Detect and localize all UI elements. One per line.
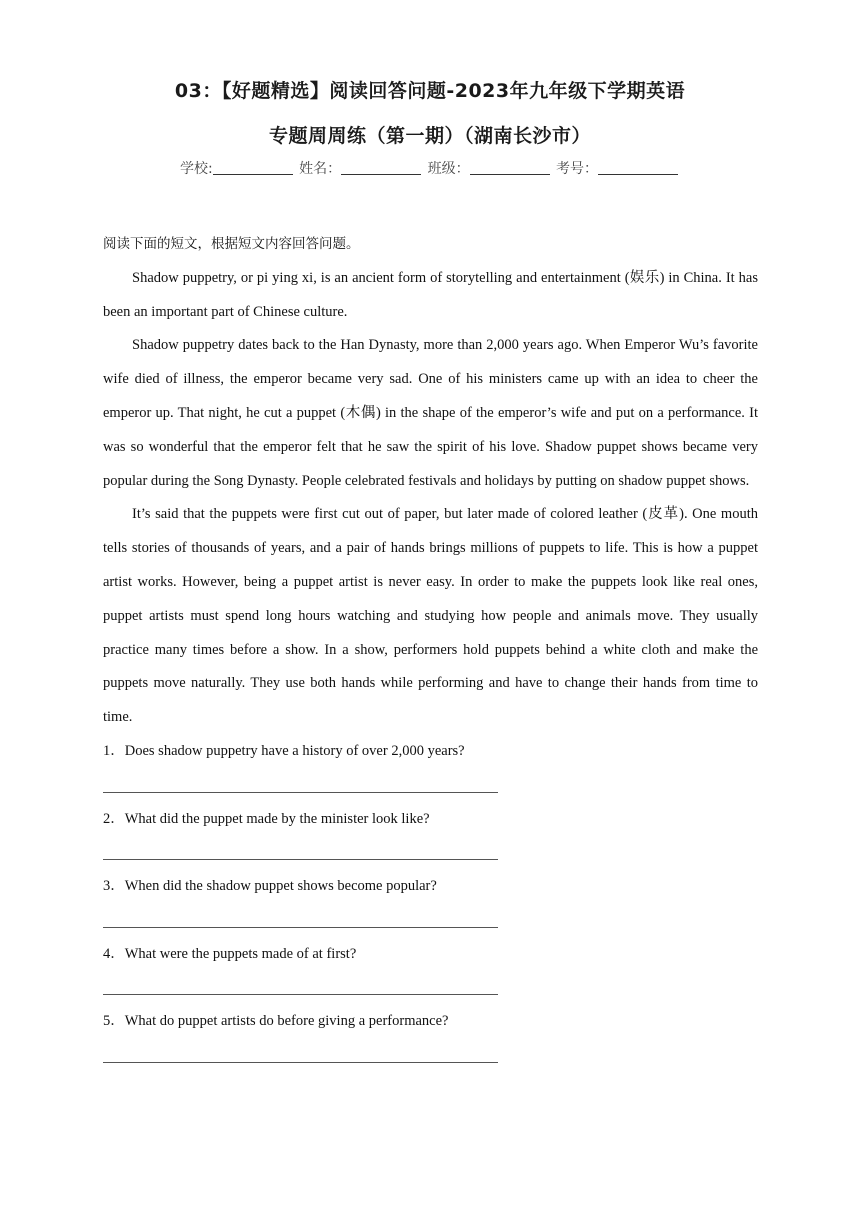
question-3: 3．When did the shadow puppet shows become popular? xyxy=(103,878,437,895)
document-title-line-1: 03：【好题精选】阅读回答问题-2023年九年级下学期英语 xyxy=(174,80,686,102)
name-blank[interactable] xyxy=(341,160,421,175)
school-label: 学校: xyxy=(179,161,213,177)
name-label: 姓名： xyxy=(299,161,342,177)
question-4: 4．What were the puppets made of at first? xyxy=(103,945,357,962)
question-5: 5．What do puppet artists do before giving a performance? xyxy=(103,1013,449,1030)
passage-paragraph-2: Shadow puppetry dates back to the Han Dynasty, more than 2,000 years ago. When Emperor Wu’s favorite wife died of illness, the emperor became very sad. One of his ministers came up with an idea to cheer the emperor up. That night, he cut a puppet (木偶) in the shape of the emperor’s wife and put on a performance. It was so wonderful that the emperor felt that he saw the spirit of his love. Shadow puppet shows became very popular during the Song Dynasty. People celebrated festivals and holidays by putting on shadow puppet shows. xyxy=(103,337,758,489)
answer-line-1[interactable] xyxy=(103,769,758,803)
passage-paragraph-1: Shadow puppetry, or pi ying xi, is an ancient form of storytelling and entertainment (娱乐) in China. It has been an important part of Chinese culture. xyxy=(103,269,758,320)
reading-section xyxy=(103,228,758,1073)
instruction-text: 阅读下面的短文，根据短文内容回答问题。 xyxy=(103,236,360,252)
question-1: 1．Does shadow puppetry have a history of over 2,000 years? xyxy=(103,742,465,759)
answer-line-3[interactable] xyxy=(103,904,758,938)
class-blank[interactable] xyxy=(470,160,550,175)
exam-number-label: 考号： xyxy=(556,161,599,177)
question-2: 2．What did the puppet made by the minister look like? xyxy=(103,810,430,827)
school-blank[interactable] xyxy=(213,160,293,175)
document-title-line-2: 专题周周练（第一期）（湖南长沙市） xyxy=(268,125,591,147)
answer-line-2[interactable] xyxy=(103,836,758,870)
student-info-line xyxy=(0,158,860,178)
passage-paragraph-3: It’s said that the puppets were first cut out of paper, but later made of colored leather (皮革). One mouth tells stories of thousands of years, and a pair of hands brings millions of puppets to life. This is how a puppet artist works. However, being a puppet artist is never easy. In order to make the puppets look like real ones, puppet artists must spend long hours watching and studying how people and animals move. They usually practice many times before a show. In a show, performers hold puppets behind a white cloth and make the puppets move naturally. They use both hands while performing and have to change their hands from time to time. xyxy=(103,506,758,726)
answer-line-5[interactable] xyxy=(103,1039,758,1073)
exam-number-blank[interactable] xyxy=(598,160,678,175)
answer-line-4[interactable] xyxy=(103,972,758,1006)
class-label: 班级： xyxy=(427,161,470,177)
